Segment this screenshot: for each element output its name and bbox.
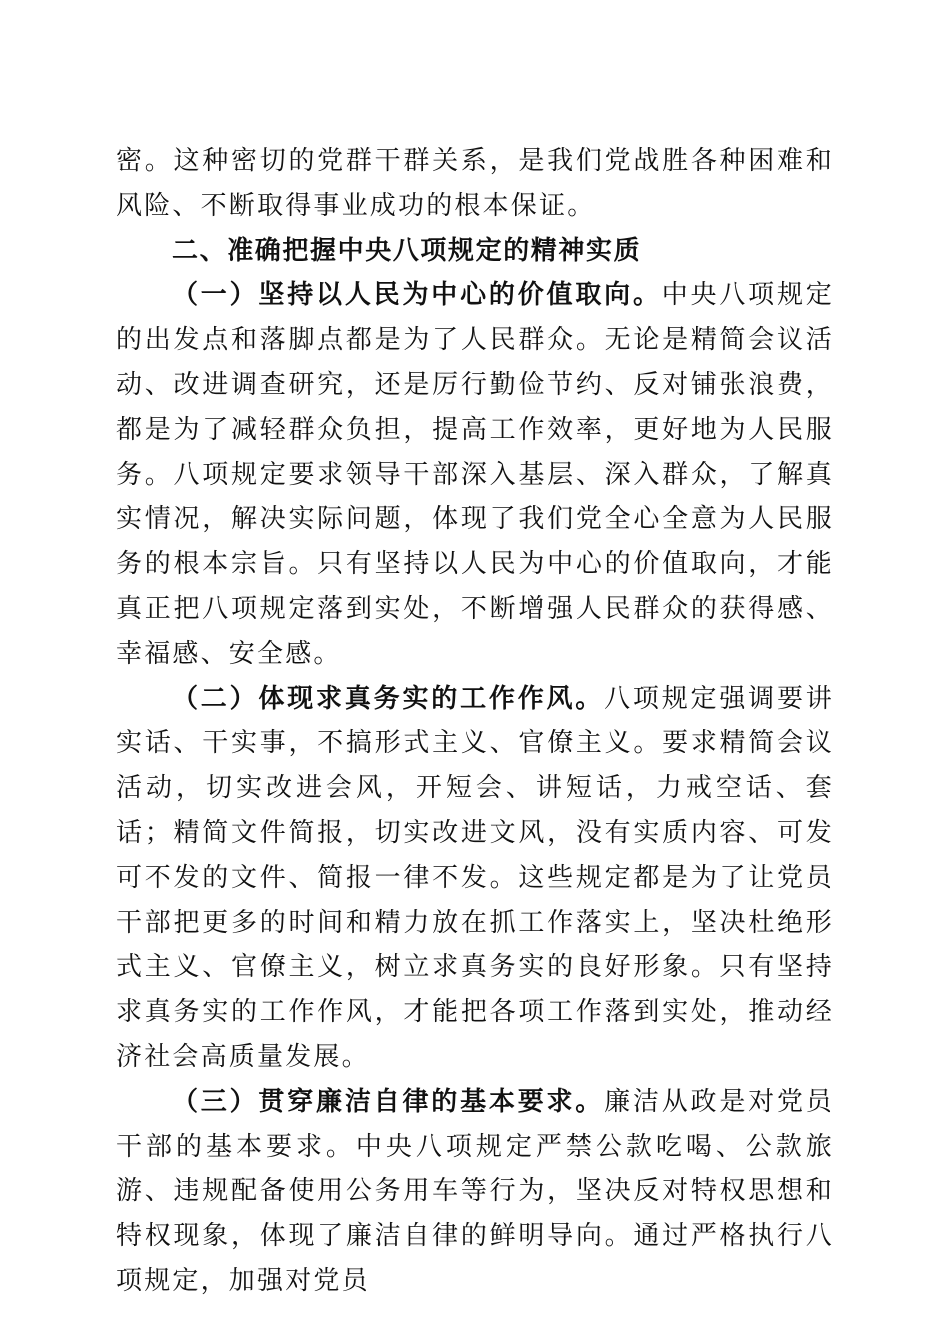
paragraph-1 bbox=[116, 273, 834, 676]
paragraph-lead: （一）坚持以人民为中心的价值取向。 bbox=[172, 280, 662, 311]
paragraph-text: 廉洁从政是对党员干部的基本要求。中央八项规定严禁公款吃喝、公款旅游、违规配备使用公务用车等行为，坚决反对特权思想和特权现象，体现了廉洁自律的鲜明导向。通过严格执行八项规定，加强对党员 bbox=[116, 1086, 834, 1296]
paragraph-text: 密。这种密切的党群干群关系，是我们党战胜各种困难和风险、不断取得事业成功的根本保证。 bbox=[116, 146, 834, 221]
paragraph-2 bbox=[116, 677, 834, 1080]
paragraph-lead: （二）体现求真务实的工作作风。 bbox=[172, 683, 605, 714]
paragraph-lead: （三）贯穿廉洁自律的基本要求。 bbox=[172, 1086, 605, 1117]
section-heading: 二、准确把握中央八项规定的精神实质 bbox=[172, 235, 642, 266]
paragraph-text: 八项规定强调要讲实话、干实事，不搞形式主义、官僚主义。要求精简会议活动，切实改进会风，开短会、讲短话，力戒空话、套话；精简文件简报，切实改进文风，没有实质内容、可发可不发的文件、简报一律不发。这些规定都是为了让党员干部把更多的时间和精力放在抓工作落实上，坚决杜绝形式主义、官僚主义，树立求真务实的良好形象。只有坚持求真务实的工作作风，才能把各项工作落到实处，推动经济社会高质量发展。 bbox=[116, 683, 834, 1072]
document-body bbox=[116, 139, 834, 1304]
paragraph-text: 中央八项规定的出发点和落脚点都是为了人民群众。无论是精简会议活动、改进调查研究，还是厉行勤俭节约、反对铺张浪费，都是为了减轻群众负担，提高工作效率，更好地为人民服务。八项规定要求领导干部深入基层、深入群众，了解真实情况，解决实际问题，体现了我们党全心全意为人民服务的根本宗旨。只有坚持以人民为中心的价值取向，才能真正把八项规定落到实处，不断增强人民群众的获得感、幸福感、安全感。 bbox=[116, 280, 834, 669]
paragraph-continuation bbox=[116, 139, 834, 229]
paragraph-3 bbox=[116, 1080, 834, 1304]
